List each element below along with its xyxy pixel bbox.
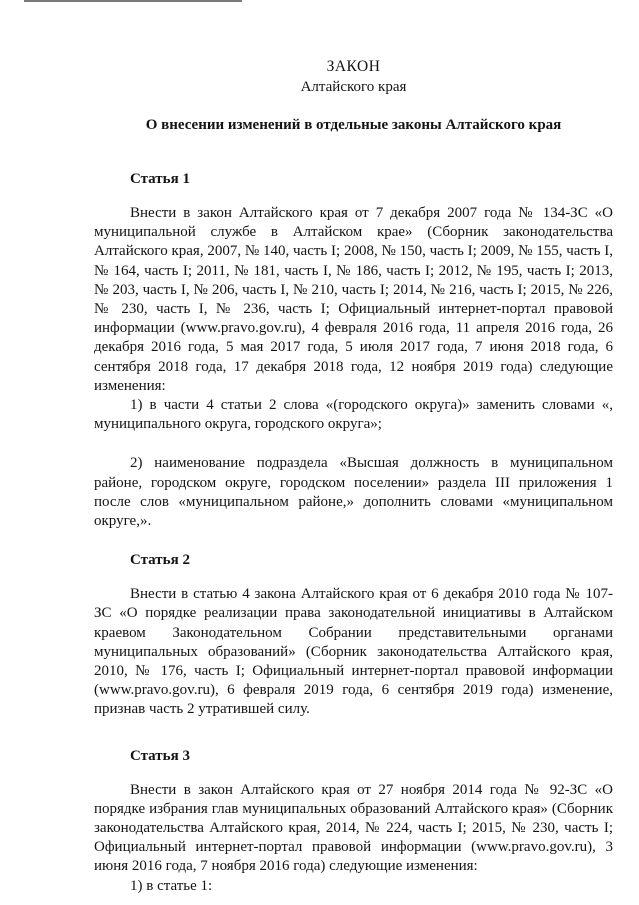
article-1-body	[94, 204, 613, 531]
article-1-heading: Статья 1	[130, 171, 190, 187]
article-1-item-1: 1) в части 4 статьи 2 слова «(городского округа)» заменить словами «, муниципального округа, городского округа»;	[94, 397, 613, 433]
law-region: Алтайского края	[300, 79, 407, 95]
article-3-body	[94, 781, 613, 896]
article-2-heading: Статья 2	[130, 552, 190, 569]
scan-top-line	[24, 0, 242, 2]
law-subject: О внесении изменений в отдельные законы Алтайского края	[145, 117, 562, 133]
document-page	[94, 57, 613, 896]
article-3-heading: Статья 3	[130, 747, 190, 764]
article-1-item-2: 2) наименование подраздела «Высшая должность в муниципальном районе, городском округе, городском поселении» раздела III приложения 1 после слов «муниципальном районе,» дополнить словами «муниципальном округе,».	[94, 455, 613, 530]
article-1-intro: Внести в закон Алтайского края от 7 декабря 2007 года № 134-ЗС «О муниципальной службе в Алтайском крае» (Сборник законодательства Алтайского края, 2007, № 140, часть I; 2008, № 150, часть I; 2009, № 155, часть I, № 164, часть I; 2011, № 181, часть I, № 186, часть I; 2012, № 195, часть I; 2013, № 203, часть I, № 206, часть I, № 210, часть I; 2014, № 216, часть I; 2015, № 226, № 230, часть I, № 236, часть I; Официальный интернет-портал правовой информации (www.pravo.gov.ru), 4 февраля 2016 года, 11 апреля 2016 года, 26 декабря 2016 года, 5 мая 2017 года, 5 июля 2017 года, 7 июня 2018 года, 6 сентября 2018 года, 17 декабря 2018 года, 12 ноября 2019 года) следующие изменения:	[94, 205, 613, 394]
article-2-body	[94, 585, 613, 719]
article-3-intro: Внести в закон Алтайского края от 27 ноября 2014 года № 92-ЗС «О порядке избрания глав муниципальных образований Алтайского края» (Сборник законодательства Алтайского края, 2014, № 224, часть I; 2015, № 230, часть I; Официальный интернет-портал правовой информации (www.pravo.gov.ru), 3 июня 2016 года, 7 ноября 2016 года) следующие изменения:	[94, 781, 613, 875]
article-3-item-1: 1) в статье 1:	[130, 877, 213, 894]
article-2-intro: Внести в статью 4 закона Алтайского края от 6 декабря 2010 года № 107-ЗС «О порядке реализации права законодательной инициативы в Алтайском краевом Законодательном Собрании представительными органами муниципальных образований» (Сборник законодательства Алтайского края, 2010, № 176, часть I; Официальный интернет-портал правовой информации (www.pravo.gov.ru), 6 февраля 2019 года, 6 сентября 2019 года) изменение, признав часть 2 утратившей силу.	[94, 586, 613, 718]
law-title: ЗАКОН	[326, 58, 381, 75]
